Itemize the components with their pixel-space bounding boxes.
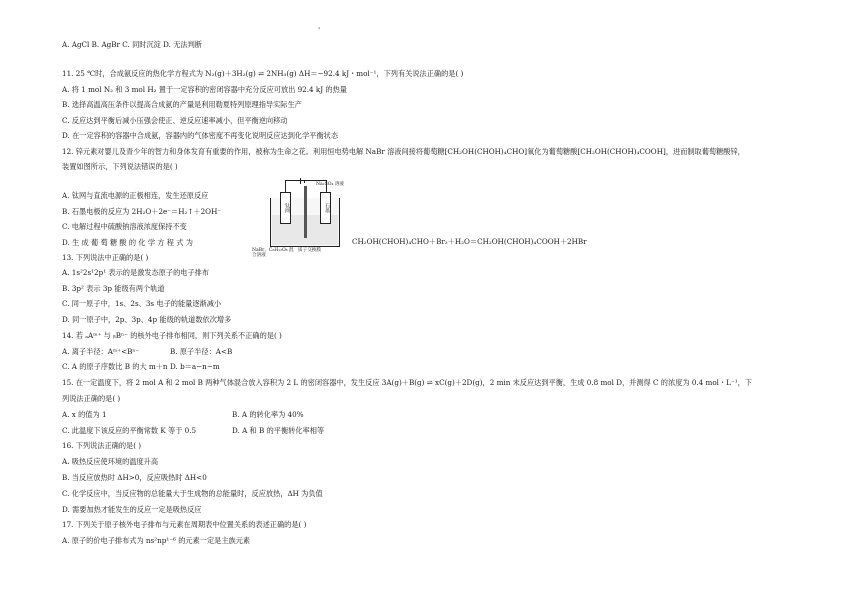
right-solution-label: Na₂SO₄ 溶液 [316, 182, 345, 187]
q14-stem: 14. 若 ₐAᵐ⁺ 与 ᵦBⁿ⁻ 的核外电子排布相同，则下列关系不正确的是( ) [62, 331, 282, 340]
q14-option-b: B. 原子半径：A<B [170, 347, 233, 356]
q13-option-a: A. 1s²2s¹2p¹ 表示的是激发态原子的电子排布 [62, 268, 210, 277]
q16-stem: 16. 下列说法正确的是( ) [62, 441, 142, 450]
q13-option-d: D. 同一原子中，2p、3p、4p 能级的轨道数依次增多 [62, 315, 232, 324]
q11-option-b: B. 选择高温高压条件以提高合成氨的产量是利用勒夏特列原理指导实际生产 [62, 100, 302, 109]
q15-stem: 15. 在一定温度下，将 2 mol A 和 2 mol B 两种气体混合放入容积为 2 L 的密闭容器中，发生反应 3A(g)＋B(g) ⇌ xC(g)＋2D(g)，2 min 末反应达到平衡，生成 0.8 mol D，并测得 C 的浓度为 0.4 mol・L⁻¹，下 [62, 378, 752, 387]
q13-stem: 13. 下列说法中正确的是( ) [62, 253, 149, 262]
q15-option-c: C. 此温度下该反应的平衡常数 K 等于 0.5 [62, 426, 197, 435]
header-mark: ' [318, 26, 321, 35]
q15-option-b: B. A 的转化率为 40% [232, 410, 304, 419]
q11-option-d: D. 在一定容积的容器中合成氨，容器内的气体密度不再变化说明反应达到化学平衡状态 [62, 131, 339, 140]
power-source-plate [304, 180, 305, 183]
q17-stem: 17. 下列关于原子核外电子排布与元素在周期表中位置关系的表述正确的是( ) [62, 520, 307, 529]
q10-options: A. AgCl B. AgBr C. 同时沉淀 D. 无法判断 [62, 40, 202, 49]
electrolysis-apparatus [254, 178, 354, 264]
q12-option-d-equation: CH₂OH(CHOH)₄CHO＋Br₂＋H₂O＝CH₂OH(CHOH)₄COOH＋2HBr [352, 237, 587, 246]
q16-option-c: C. 化学反应中，当反应物的总能量大于生成物的总能量时，反应放热，ΔH 为负值 [62, 489, 323, 498]
q12-option-c: C. 电解过程中硫酸钠溶液浓度保持不变 [62, 222, 187, 231]
q11-stem: 11. 25 ℃时，合成氨反应的热化学方程式为 N₂(g)＋3H₂(g) ⇌ 2NH₃(g) ΔH＝−92.4 kJ・mol⁻¹，下列有关说法正确的是( ) [62, 69, 464, 78]
q15-stem-cont: 列说法正确的是( ) [62, 394, 121, 403]
q15-option-d: D. A 和 B 的平衡转化率相等 [232, 426, 325, 435]
q11-option-a: A. 将 1 mol N₂ 和 3 mol H₂ 置于一定容积的密闭容器中充分反应可放出 92.4 kJ 的热量 [62, 85, 347, 94]
q17-option-a: A. 原子的价电子排布式为 ns²np¹⁻⁶ 的元素一定是主族元素 [62, 536, 251, 545]
q13-option-c: C. 同一原子中，1s、2s、3s 电子的能量逐渐减小 [62, 299, 222, 308]
graphite-electrode: 石墨 [320, 192, 331, 224]
titanium-mesh-electrode: 钛网 [280, 192, 291, 224]
q12-option-a: A. 钛网与直流电源的正极相连，发生还原反应 [62, 191, 209, 200]
q12-stem: 12. 锌元素对婴儿及青少年的智力和身体发育有重要的作用，被称为生命之花。利用恒电势电解 NaBr 溶液间接将葡萄糖[CH₂OH(CHOH)₄CHO]氧化为葡萄糖酸[CH₂OH(CHOH)₄COOH]，进而制取葡萄糖酸锌， [62, 147, 745, 156]
q12-option-b: B. 石墨电极的反应为 2H₂O＋2e⁻＝H₂↑＋2OH⁻ [62, 207, 222, 216]
q14-option-c: C. A 的原子序数比 B 的大 m＋n [62, 362, 168, 371]
q14-option-d: D. b＝a−n−m [170, 362, 220, 371]
proton-exchange-membrane [304, 186, 307, 238]
q11-option-c: C. 反应达到平衡后减小压强会使正、逆反应速率减小，但平衡逆向移动 [62, 116, 288, 125]
q12-stem-cont: 装置如图所示，下列说法错误的是( ) [62, 162, 178, 171]
membrane-label: 质子交换膜 [298, 248, 321, 253]
q16-option-b: B. 当反应放热时 ΔH>0，反应吸热时 ΔH<0 [62, 473, 207, 482]
q15-option-a: A. x 的值为 1 [62, 410, 107, 419]
left-solution-label: NaBr、C₆H₁₂O₆ 混合溶液 [252, 248, 294, 258]
q16-option-d: D. 需要加热才能发生的反应一定是吸热反应 [62, 505, 202, 514]
q14-option-a: A. 离子半径：Aᵐ⁺<Bⁿ⁻ [62, 347, 140, 356]
power-source-plate [300, 178, 301, 184]
q16-option-a: A. 吸热反应使环境的温度升高 [62, 457, 159, 466]
q13-option-b: B. 3p² 表示 3p 能级有两个轨道 [62, 284, 165, 293]
q12-option-d: D. 生 成 葡 萄 糖 酸 的 化 学 方 程 式 为 [62, 238, 193, 247]
